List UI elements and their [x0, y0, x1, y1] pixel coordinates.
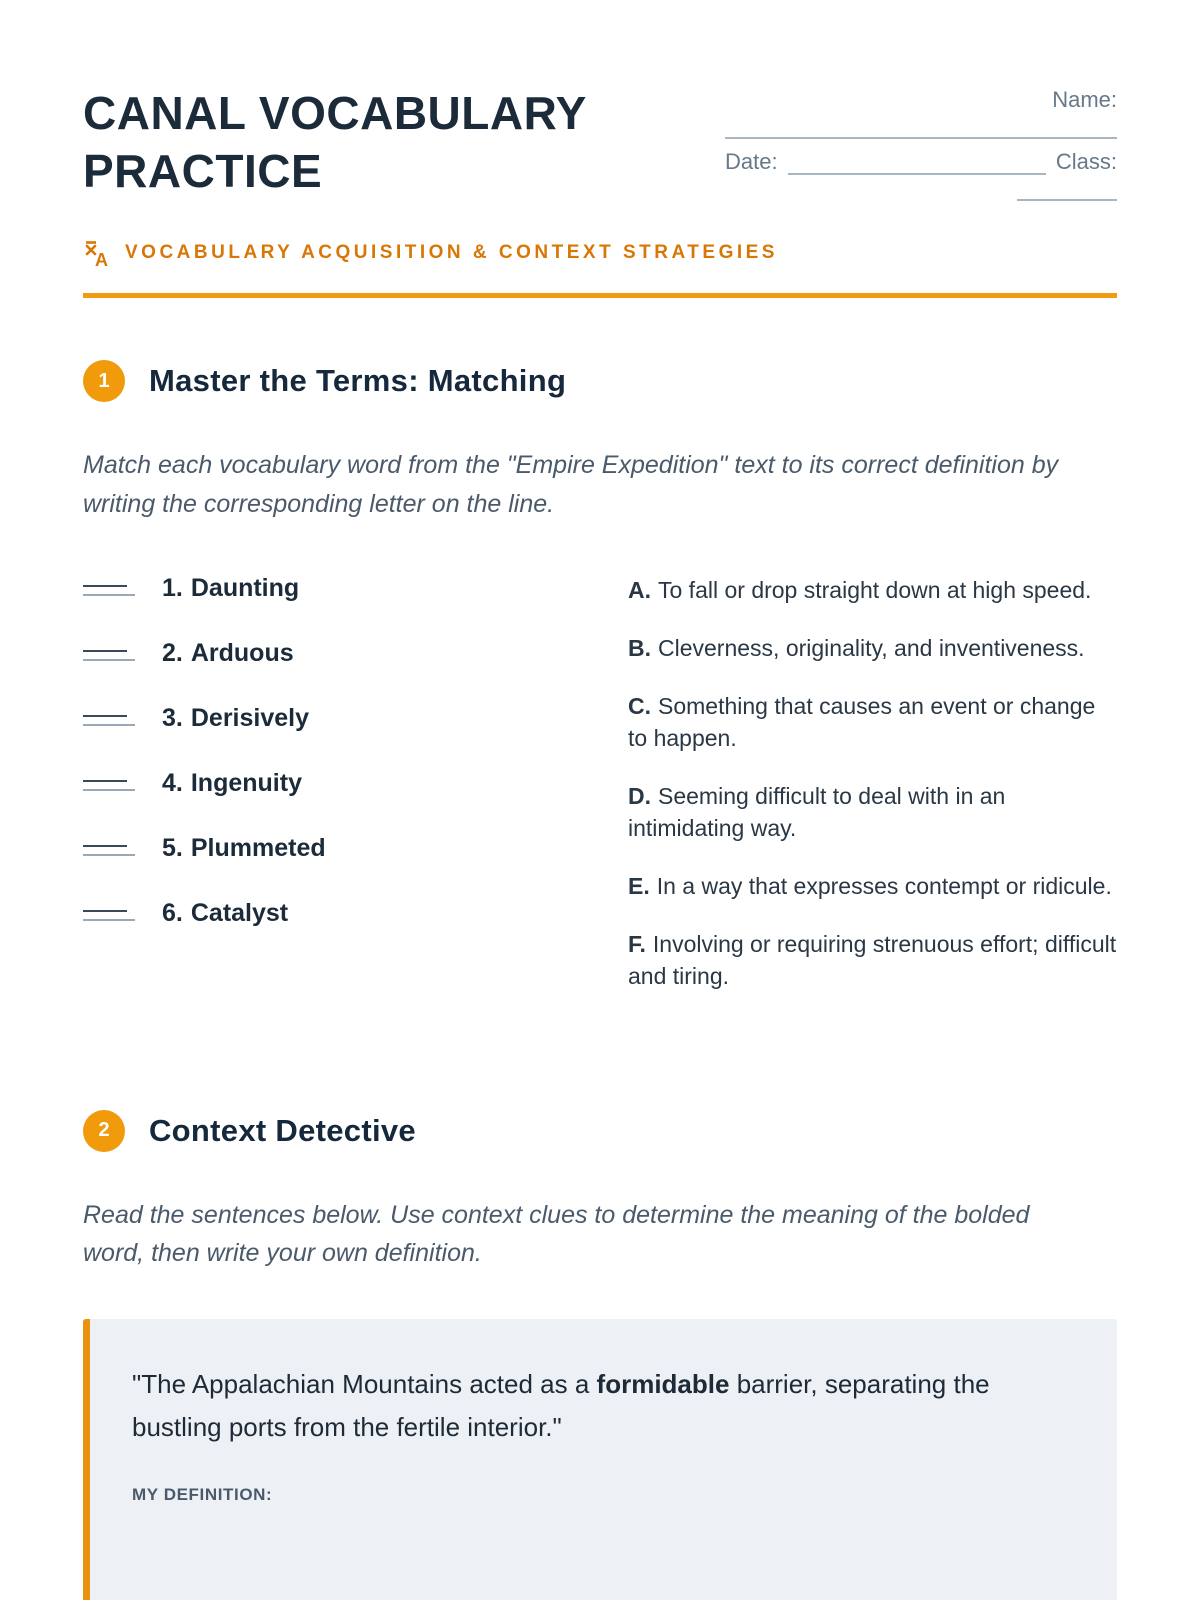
name-line: [725, 113, 1117, 139]
date-label: Date:: [725, 149, 778, 174]
definition-letter: F.: [628, 930, 646, 957]
definition-text: Cleverness, originality, and inventiveness.: [658, 634, 1085, 661]
section1-heading: [83, 360, 1117, 402]
context-sentence-box: [83, 1319, 1117, 1600]
term-row: [83, 899, 628, 928]
definition-item: [628, 780, 1117, 844]
answer-blank: [83, 710, 135, 726]
accent-divider: [83, 293, 1117, 298]
subtitle-text: VOCABULARY ACQUISITION & CONTEXT STRATEGIES: [125, 242, 778, 263]
section-context-detective: [83, 1110, 1117, 1600]
class-label: Class:: [1055, 149, 1117, 174]
term-row: [83, 704, 628, 733]
svg-text:A: A: [95, 250, 108, 267]
term-row: [83, 769, 628, 798]
term-label: [162, 639, 294, 668]
quote-text-before: "The Appalachian Mountains acted as a: [132, 1369, 597, 1399]
term-label: [162, 574, 299, 603]
answer-blank: [83, 580, 135, 596]
definition-text: Involving or requiring strenuous effort; difficult and tiring.: [628, 930, 1117, 989]
term-number: 6.: [162, 898, 183, 927]
definition-item: [628, 632, 1117, 664]
term-word: Daunting: [190, 573, 300, 602]
definition-item: [628, 870, 1117, 902]
definition-letter: A.: [628, 576, 651, 603]
quote-text-after: barrier, separating the bustling ports from the fertile interior.": [132, 1369, 990, 1442]
answer-blank: [83, 645, 135, 661]
quote-bold-word: formidable: [596, 1369, 730, 1399]
term-number: 3.: [162, 703, 183, 732]
section1-number-badge: 1: [83, 360, 125, 402]
terms-column: [83, 574, 628, 1018]
definition-text: Seeming difficult to deal with in an intimidating way.: [628, 782, 1006, 841]
subtitle-row: [83, 239, 1117, 267]
term-label: [162, 769, 302, 798]
name-label: Name:: [1052, 87, 1117, 112]
definition-item: [628, 928, 1117, 992]
definition-letter: D.: [628, 782, 651, 809]
date-class-row: [725, 149, 1117, 175]
answer-blank: [83, 775, 135, 791]
matching-area: [83, 574, 1117, 1018]
section1-title: Master the Terms: Matching: [149, 363, 567, 398]
term-word: Arduous: [190, 638, 294, 667]
header: [83, 0, 1117, 201]
answer-blank: [83, 905, 135, 921]
answer-blank: [83, 840, 135, 856]
term-row: [83, 574, 628, 603]
definition-letter: C.: [628, 692, 651, 719]
student-info: [725, 85, 1117, 201]
page-title: CANAL VOCABULARY PRACTICE: [83, 87, 586, 197]
term-number: 5.: [162, 833, 183, 862]
definition-letter: B.: [628, 634, 651, 661]
section2-instructions: Read the sentences below. Use context clues to determine the meaning of the bolded word, then write your own definition.: [83, 1200, 1030, 1268]
definitions-column: [628, 574, 1117, 1018]
term-number: 2.: [162, 638, 183, 667]
term-row: [83, 834, 628, 863]
context-sentence: [132, 1363, 1071, 1449]
section1-instructions: Match each vocabulary word from the "Empire Expedition" text to its correct definition by writing the corresponding letter on the line.: [83, 451, 1059, 518]
term-label: [162, 704, 309, 733]
definition-text: To fall or drop straight down at high speed.: [658, 576, 1092, 603]
definition-item: [628, 690, 1117, 754]
term-word: Catalyst: [190, 898, 289, 927]
section2-title: Context Detective: [149, 1112, 416, 1148]
term-number: 1.: [162, 573, 183, 602]
date-line: [788, 155, 1046, 175]
term-word: Plummeted: [190, 833, 326, 862]
definition-item: [628, 574, 1117, 606]
term-label: [162, 834, 326, 863]
definition-letter: E.: [628, 872, 650, 899]
term-row: [83, 639, 628, 668]
definition-text: Something that causes an event or change to happen.: [628, 692, 1096, 751]
term-number: 4.: [162, 768, 183, 797]
class-line: [1017, 175, 1117, 201]
section2-number-badge: 2: [83, 1110, 125, 1152]
term-word: Derisively: [190, 703, 309, 732]
term-word: Ingenuity: [190, 768, 302, 797]
section2-heading: [83, 1110, 1117, 1152]
term-label: [162, 899, 288, 928]
section-matching: [83, 360, 1117, 1018]
my-definition-label: MY DEFINITION:: [132, 1484, 273, 1504]
translate-icon: [83, 239, 111, 267]
definition-text: In a way that expresses contempt or ridicule.: [656, 872, 1112, 899]
